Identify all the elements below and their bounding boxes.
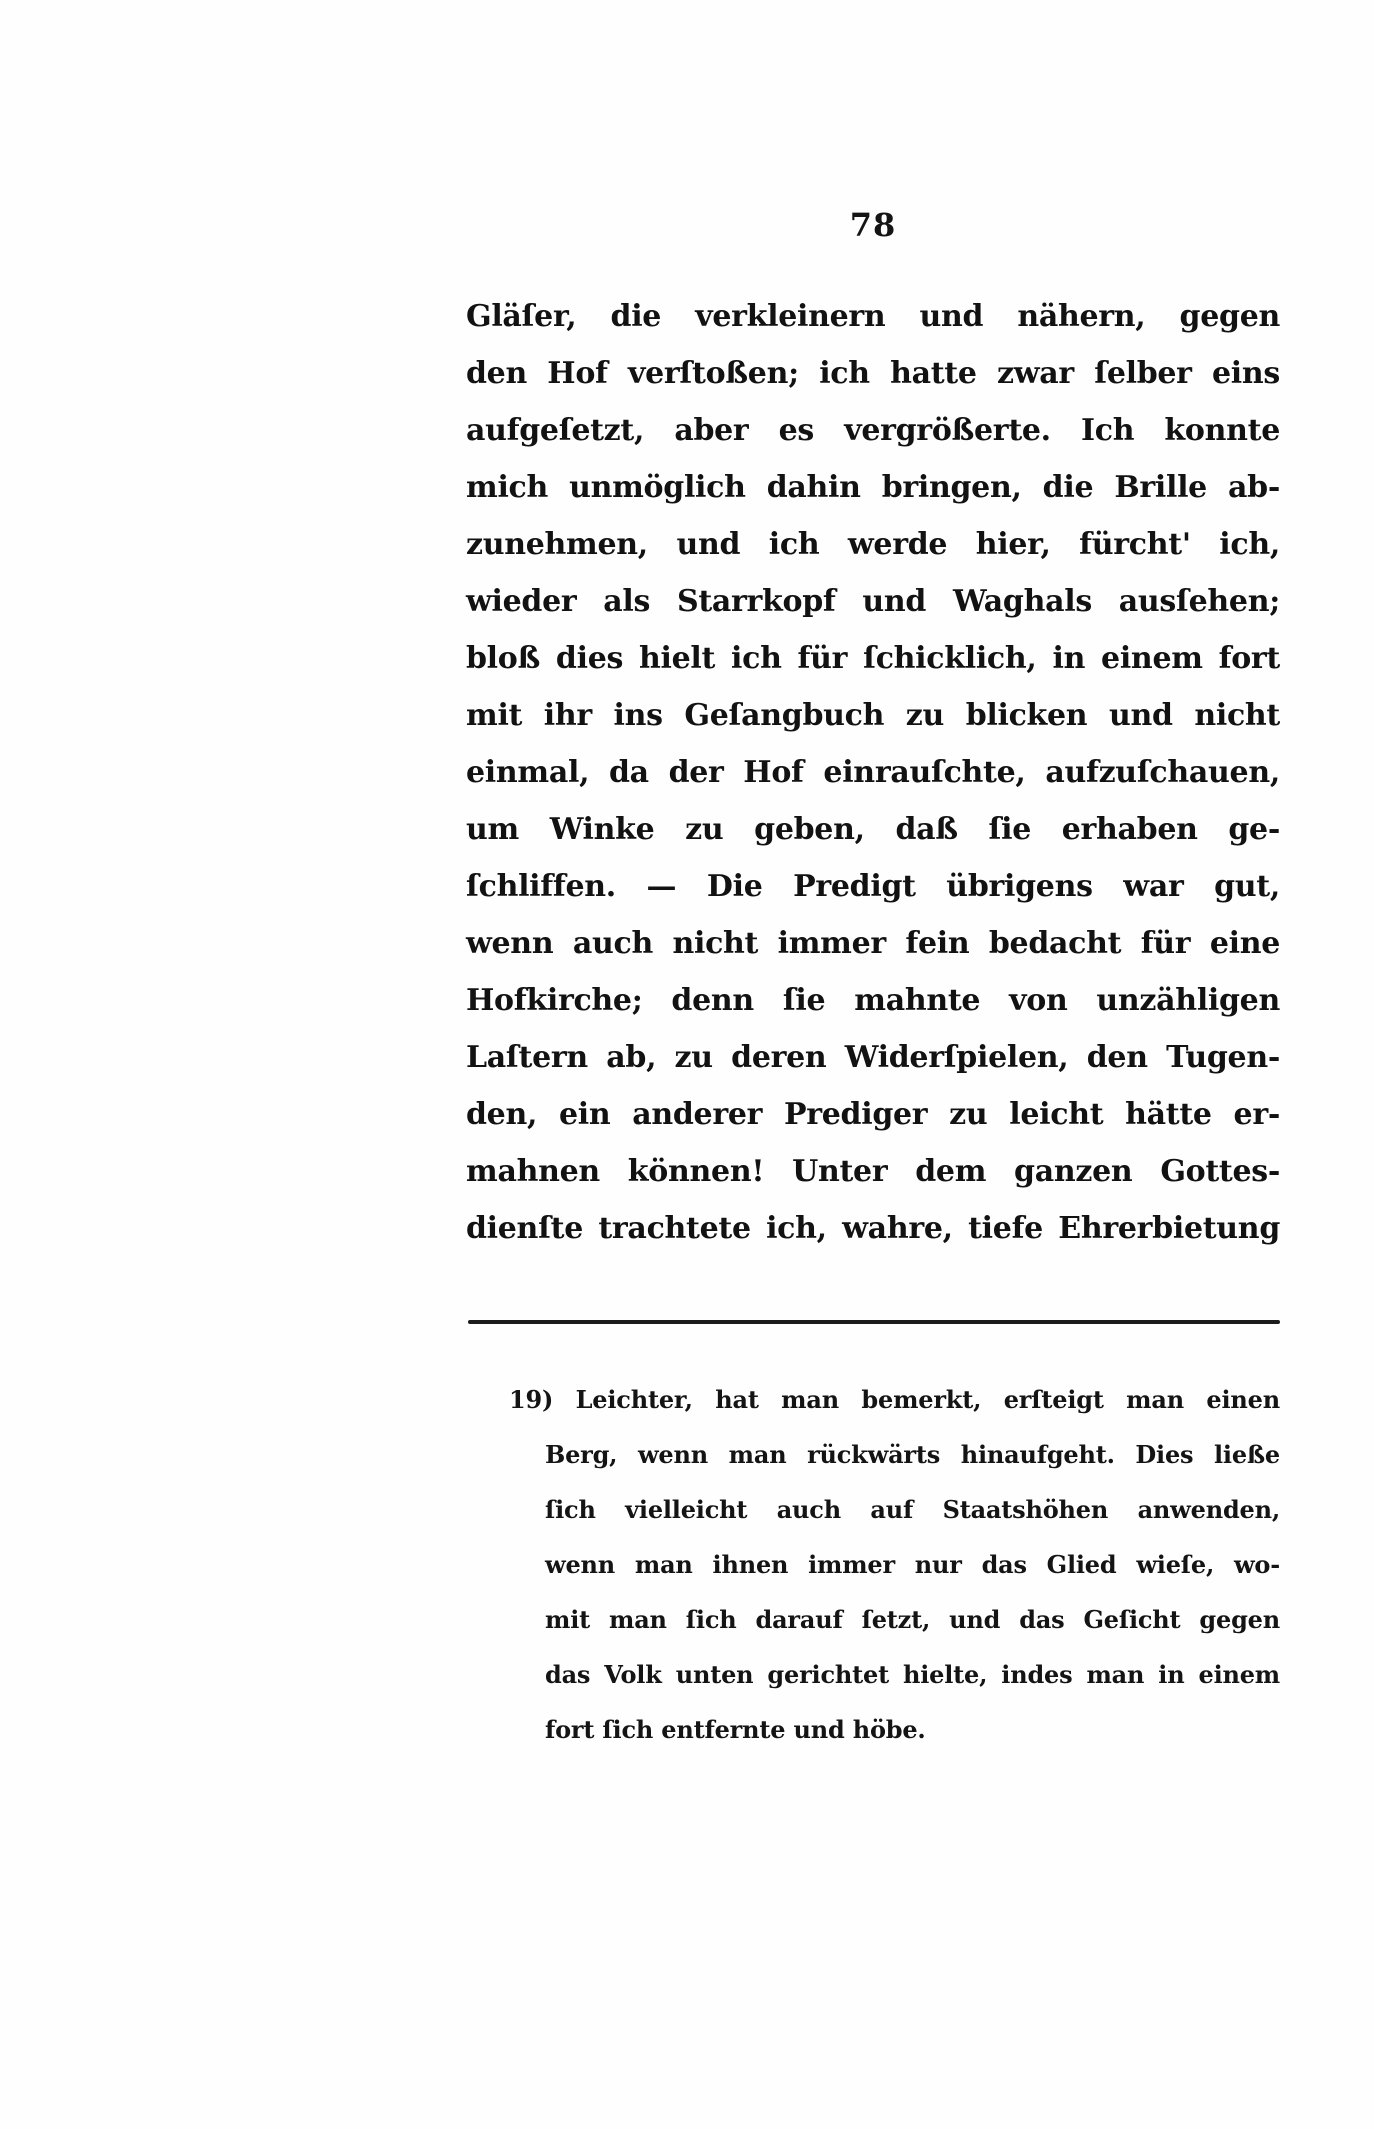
text-line: den Hof verſtoßen; ich hatte zwar ſelber eins (466, 356, 1280, 391)
text-line: einmal, da der Hof einrauſchte, aufzuſchauen, (466, 755, 1280, 790)
footnote-line: wenn man ihnen immer nur das Glied wieſe, wo- (545, 1550, 1280, 1579)
footnote-divider (468, 1320, 1280, 1324)
text-line: aufgeſetzt, aber es vergrößerte. Ich konnte (466, 413, 1280, 448)
text-line: wieder als Starrkopf und Waghals ausſehen; (466, 584, 1280, 619)
text-line: zunehmen, und ich werde hier, fürcht' ich, (466, 527, 1280, 562)
footnote-line: 19) Leichter, hat man bemerkt, erſteigt man einen (509, 1385, 1280, 1414)
footnote-line: mit man ſich darauf ſetzt, und das Geſicht gegen (545, 1605, 1280, 1634)
footnote-line: Berg, wenn man rückwärts hinaufgeht. Dies ließe (545, 1440, 1280, 1469)
footnote-line: das Volk unten gerichtet hielte, indes man in einem (545, 1660, 1280, 1689)
text-line: um Winke zu geben, daß ſie erhaben ge- (466, 812, 1280, 847)
text-line: bloß dies hielt ich für ſchicklich, in einem fort (466, 641, 1280, 676)
text-line: dienſte trachtete ich, wahre, tiefe Ehrerbietung (466, 1211, 1280, 1246)
text-line: ſchliffen. — Die Predigt übrigens war gut, (466, 869, 1280, 904)
text-line: den, ein anderer Prediger zu leicht hätte er- (466, 1097, 1280, 1132)
text-line: Laſtern ab, zu deren Widerſpielen, den Tugen- (466, 1040, 1280, 1075)
text-line: mich unmöglich dahin bringen, die Brille ab- (466, 470, 1280, 505)
footnote-line: ſich vielleicht auch auf Staatshöhen anwenden, (545, 1495, 1280, 1524)
footnote-block (509, 1372, 1280, 1757)
page-number: 78 (849, 206, 897, 244)
text-line: mahnen können! Unter dem ganzen Gottes- (466, 1154, 1280, 1189)
text-line: mit ihr ins Geſangbuch zu blicken und nicht (466, 698, 1280, 733)
main-text-block (466, 288, 1280, 1257)
text-line: wenn auch nicht immer fein bedacht für eine (466, 926, 1280, 961)
text-line: Hofkirche; denn ſie mahnte von unzähligen (466, 983, 1280, 1018)
footnote-line: fort ſich entfernte und höbe. (545, 1715, 926, 1744)
text-line: Gläſer, die verkleinern und nähern, gegen (466, 299, 1280, 334)
